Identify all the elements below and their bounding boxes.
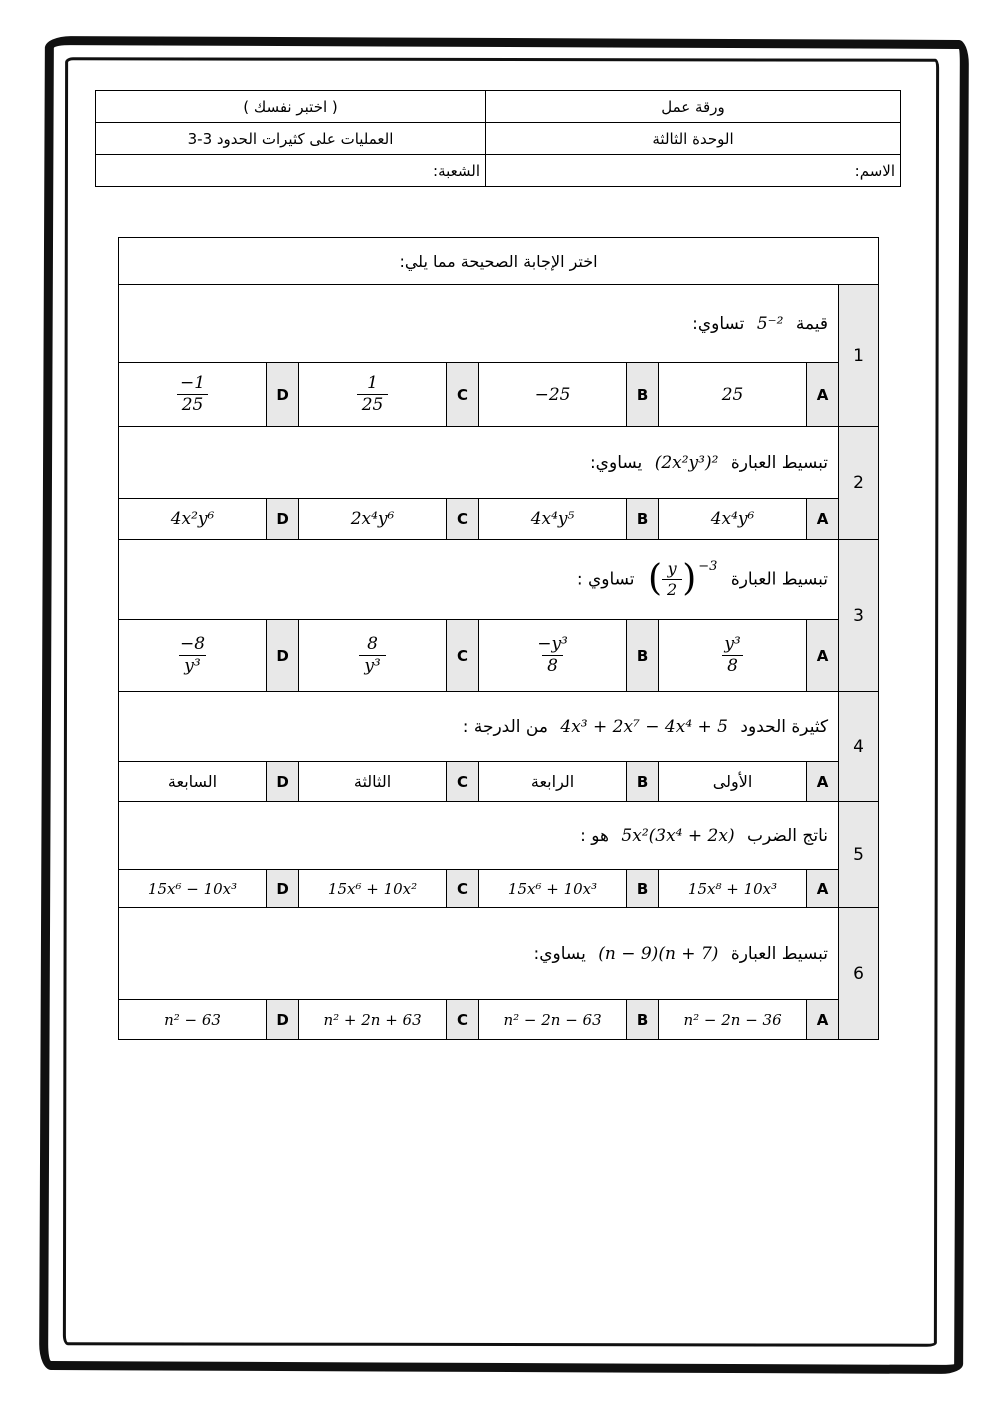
q5-choice-letter-a: A xyxy=(807,870,839,908)
question-2-math: (2x²y³)² xyxy=(654,452,719,473)
question-2-text xyxy=(119,427,839,499)
q2-choice-letter-a: A xyxy=(807,499,839,540)
question-1-math: 5⁻² xyxy=(756,313,784,334)
question-2-row xyxy=(119,427,879,499)
close-paren: ) xyxy=(682,558,697,600)
quiz-table xyxy=(118,237,879,1040)
exponent: −3 xyxy=(698,559,718,574)
question-6-number: 6 xyxy=(839,908,879,1040)
unit-label: الوحدة الثالثة xyxy=(486,123,901,155)
question-3-suffix: تساوي : xyxy=(576,569,635,590)
question-4-text xyxy=(119,692,839,762)
question-1-suffix: تساوي: xyxy=(692,313,745,334)
q1-choice-letter-b: B xyxy=(627,363,659,427)
q6-choice-letter-c: C xyxy=(447,1000,479,1040)
fraction-numerator: y³ xyxy=(724,633,741,654)
question-4-prefix: كثيرة الحدود xyxy=(740,716,829,737)
header-row-3 xyxy=(96,155,901,187)
question-6-prefix: تبسيط العبارة xyxy=(730,943,829,964)
question-3-number: 3 xyxy=(839,540,879,692)
question-5-answers-row xyxy=(119,870,879,908)
q4-choice-d-value: السابعة xyxy=(167,771,218,791)
question-4-answers-row xyxy=(119,762,879,802)
fraction-denominator: 25 xyxy=(357,394,389,416)
q5-choice-c-value: 15x⁶ + 10x² xyxy=(327,879,418,898)
q5-choice-c xyxy=(299,870,447,908)
question-1-prefix: قيمة xyxy=(795,313,829,334)
q3-choice-letter-c: C xyxy=(447,620,479,692)
q6-choice-b-value: n² − 2n − 63 xyxy=(503,1010,602,1029)
question-5-suffix: هو : xyxy=(580,825,610,846)
q3-choice-b-fraction xyxy=(532,634,573,678)
q6-choice-d-value: n² − 63 xyxy=(164,1010,221,1029)
question-6-row xyxy=(119,908,879,1000)
q4-choice-letter-b: B xyxy=(627,762,659,802)
header-row-2 xyxy=(96,123,901,155)
quiz-instructions: اختر الإجابة الصحيحة مما يلي: xyxy=(119,238,879,285)
q3-choice-letter-b: B xyxy=(627,620,659,692)
q2-choice-letter-b: B xyxy=(627,499,659,540)
q4-choice-c-value: الثالثة xyxy=(353,771,392,791)
q2-choice-a-value: 4x⁴y⁶ xyxy=(710,509,755,529)
question-2-prefix: تبسيط العبارة xyxy=(730,452,829,473)
question-1-row xyxy=(119,285,879,363)
q6-choice-d xyxy=(119,1000,267,1040)
question-2-answers-row xyxy=(119,499,879,540)
q5-choice-b xyxy=(479,870,627,908)
question-2-number: 2 xyxy=(839,427,879,540)
lesson-title: العمليات على كثيرات الحدود 3-3 xyxy=(96,123,486,155)
q5-choice-a-value: 15x⁸ + 10x³ xyxy=(687,879,778,898)
question-4-suffix: من الدرجة : xyxy=(462,716,548,737)
fraction-denominator: 2 xyxy=(662,579,682,600)
question-1-answers-row xyxy=(119,363,879,427)
fraction-denominator: y³ xyxy=(179,655,205,677)
question-6-answers-row xyxy=(119,1000,879,1040)
q5-choice-d xyxy=(119,870,267,908)
test-yourself-label: ( اختبر نفسك ) xyxy=(96,91,486,123)
q3-choice-letter-d: D xyxy=(267,620,299,692)
q6-choice-c-value: n² + 2n + 63 xyxy=(323,1010,422,1029)
question-4-row xyxy=(119,692,879,762)
q1-choice-b-value: −25 xyxy=(534,384,571,405)
fraction-denominator: 25 xyxy=(177,394,209,416)
q1-choice-a-value: 25 xyxy=(721,384,744,405)
q1-choice-letter-a: A xyxy=(807,363,839,427)
fraction-denominator: 8 xyxy=(542,655,563,677)
section-field-label: الشعبة: xyxy=(96,155,486,187)
q4-choice-d xyxy=(119,762,267,802)
q1-choice-d-fraction xyxy=(175,373,210,417)
q2-choice-d-value: 4x²y⁶ xyxy=(170,509,215,529)
q2-choice-c-value: 2x⁴y⁶ xyxy=(350,509,395,529)
fraction-denominator: y³ xyxy=(359,655,385,677)
q5-choice-letter-c: C xyxy=(447,870,479,908)
q2-choice-letter-d: D xyxy=(267,499,299,540)
question-6-suffix: يساوي: xyxy=(533,943,586,964)
question-1-number: 1 xyxy=(839,285,879,427)
q4-choice-letter-a: A xyxy=(807,762,839,802)
worksheet-title: ورقة عمل xyxy=(486,91,901,123)
q6-choice-letter-d: D xyxy=(267,1000,299,1040)
question-1-text xyxy=(119,285,839,363)
q2-choice-b xyxy=(479,499,627,540)
q4-choice-c xyxy=(299,762,447,802)
quiz-title-row xyxy=(119,238,879,285)
q5-choice-letter-d: D xyxy=(267,870,299,908)
q3-choice-c xyxy=(299,620,447,692)
q2-choice-d xyxy=(119,499,267,540)
question-3-prefix: تبسيط العبارة xyxy=(730,569,829,590)
fraction-denominator: 8 xyxy=(722,655,743,677)
q3-choice-d xyxy=(119,620,267,692)
q3-choice-a xyxy=(659,620,807,692)
q3-choice-b xyxy=(479,620,627,692)
q3-choice-d-fraction xyxy=(175,634,210,678)
q1-choice-c-fraction xyxy=(357,373,389,417)
q1-choice-letter-d: D xyxy=(267,363,299,427)
q3-choice-a-fraction xyxy=(719,634,745,678)
q6-choice-a xyxy=(659,1000,807,1040)
question-5-math: 5x²(3x⁴ + 2x) xyxy=(621,825,735,846)
question-5-row xyxy=(119,802,879,870)
fraction-numerator: 8 xyxy=(367,633,378,654)
open-paren: ( xyxy=(647,558,662,600)
fraction-numerator: −1 xyxy=(179,372,206,393)
q6-choice-letter-a: A xyxy=(807,1000,839,1040)
q1-choice-b xyxy=(479,363,627,427)
name-field-label: الاسم: xyxy=(486,155,901,187)
question-3-text xyxy=(119,540,839,620)
fraction-numerator: 1 xyxy=(367,372,378,393)
header-table xyxy=(95,90,901,187)
q5-choice-d-value: 15x⁶ − 10x³ xyxy=(147,879,238,898)
q1-choice-a xyxy=(659,363,807,427)
fraction-numerator: y xyxy=(667,559,677,578)
question-6-text xyxy=(119,908,839,1000)
q2-choice-c xyxy=(299,499,447,540)
q1-choice-c xyxy=(299,363,447,427)
q4-choice-letter-c: C xyxy=(447,762,479,802)
question-5-text xyxy=(119,802,839,870)
fraction-numerator: −8 xyxy=(179,633,206,654)
q4-choice-letter-d: D xyxy=(267,762,299,802)
q6-choice-c xyxy=(299,1000,447,1040)
q3-choice-c-fraction xyxy=(359,634,385,678)
question-3-fraction xyxy=(662,559,682,600)
q4-choice-a-value: الأولى xyxy=(712,771,753,791)
fraction-numerator: −y³ xyxy=(537,633,568,654)
q3-choice-letter-a: A xyxy=(807,620,839,692)
q5-choice-letter-b: B xyxy=(627,870,659,908)
q2-choice-a xyxy=(659,499,807,540)
q6-choice-b xyxy=(479,1000,627,1040)
q6-choice-letter-b: B xyxy=(627,1000,659,1040)
question-3-answers-row xyxy=(119,620,879,692)
q5-choice-b-value: 15x⁶ + 10x³ xyxy=(507,879,598,898)
question-6-math: (n − 9)(n + 7) xyxy=(598,943,719,964)
q5-choice-a xyxy=(659,870,807,908)
question-5-number: 5 xyxy=(839,802,879,908)
header-row-1 xyxy=(96,91,901,123)
q6-choice-a-value: n² − 2n − 36 xyxy=(683,1010,782,1029)
question-3-row xyxy=(119,540,879,620)
question-5-prefix: ناتج الضرب xyxy=(746,825,829,846)
question-2-suffix: يساوي: xyxy=(589,452,643,473)
q2-choice-letter-c: C xyxy=(447,499,479,540)
q4-choice-b xyxy=(479,762,627,802)
q1-choice-letter-c: C xyxy=(447,363,479,427)
q1-choice-d xyxy=(119,363,267,427)
question-3-math xyxy=(648,559,717,600)
q4-choice-b-value: الرابعة xyxy=(530,771,575,791)
question-4-math: 4x³ + 2x⁷ − 4x⁴ + 5 xyxy=(560,716,729,737)
q4-choice-a xyxy=(659,762,807,802)
question-4-number: 4 xyxy=(839,692,879,802)
q2-choice-b-value: 4x⁴y⁵ xyxy=(530,509,575,529)
